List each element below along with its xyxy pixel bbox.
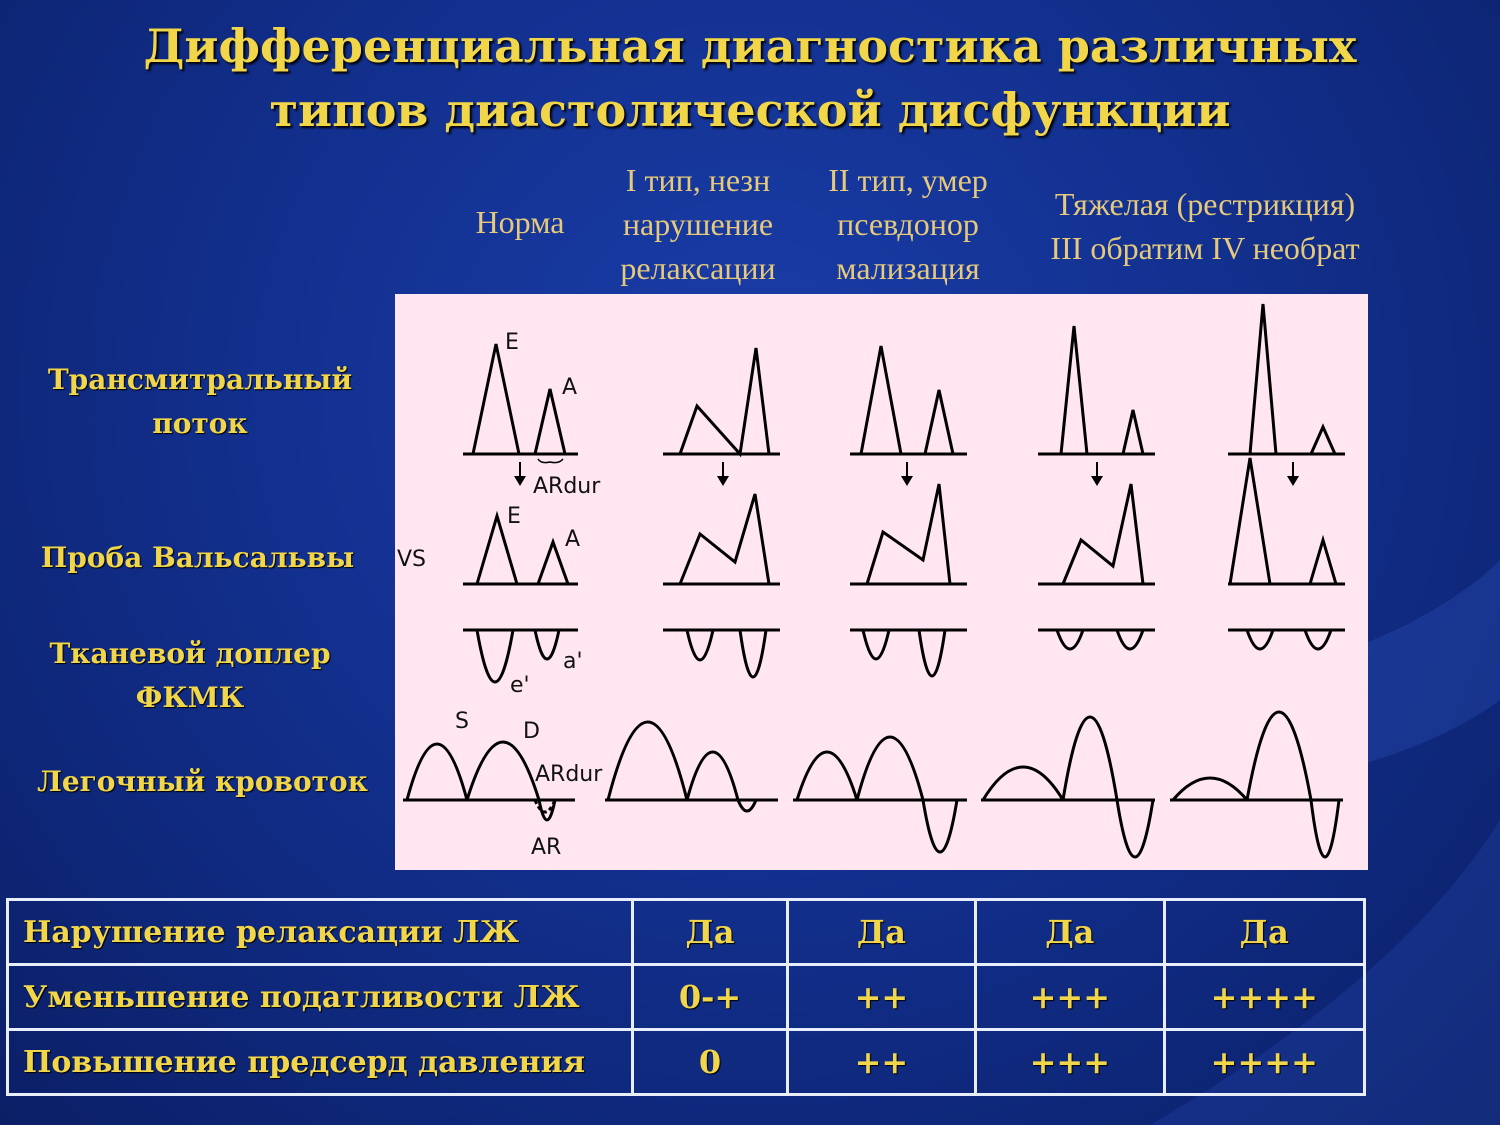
label-E-valsalva: E	[507, 504, 521, 529]
table-row	[8, 965, 1365, 1030]
label-ardur-top: ARdur	[533, 474, 601, 499]
label-vs: VS	[397, 547, 427, 572]
transmitral-waveforms	[463, 304, 1345, 454]
column-header-severe: Тяжелая (рестрикция) III обратим IV необрат	[1050, 186, 1360, 266]
table-cell: ++++	[1164, 1030, 1364, 1095]
label-ardur-bottom: ARdur	[535, 762, 603, 787]
table-cell: +++	[976, 965, 1164, 1030]
row-label: Уменьшение податливости ЛЖ	[8, 965, 633, 1030]
summary-table	[6, 898, 1366, 1096]
title-line-1: Дифференциальная диагностика различных	[143, 19, 1357, 73]
label-e-prime: e'	[510, 673, 530, 698]
table-cell: 0	[633, 1030, 787, 1095]
label-A: A	[562, 375, 578, 400]
tissue-doppler-waveforms	[463, 630, 1345, 682]
title-line-2: типов диастолической дисфункции	[269, 83, 1231, 137]
table-cell: Да	[1164, 900, 1364, 965]
row-label-valsalva: Проба Вальсальвы	[40, 541, 355, 574]
table-cell: Да	[633, 900, 787, 965]
table-cell: Да	[976, 900, 1164, 965]
table-cell: 0-+	[633, 965, 787, 1030]
label-D: D	[523, 719, 540, 744]
table-cell: ++++	[1164, 965, 1364, 1030]
table-cell: ++	[787, 965, 975, 1030]
table-cell: Да	[787, 900, 975, 965]
doppler-diagram-panel	[395, 294, 1368, 870]
table-cell: ++	[787, 1030, 975, 1095]
row-label-pulmonary-flow: Легочный кровоток	[37, 765, 368, 798]
label-S: S	[455, 709, 469, 734]
column-header-type-1: I тип, незн нарушение релаксации	[620, 162, 776, 286]
row-label: Повышение предсерд давления	[8, 1030, 633, 1095]
table-row	[8, 900, 1365, 965]
table-row	[8, 1030, 1365, 1095]
doppler-waveforms	[395, 294, 1368, 870]
label-E: E	[505, 330, 519, 355]
label-a-prime: a'	[563, 649, 583, 674]
row-label-tissue-doppler: Тканевой доплер ФКМК	[49, 637, 331, 714]
row-label-transmitral: Трансмитральный поток	[47, 363, 353, 440]
row-label: Нарушение релаксации ЛЖ	[8, 900, 633, 965]
column-header-norma: Норма	[475, 204, 565, 240]
column-header-type-2: II тип, умер псевдонор мализация	[828, 162, 988, 286]
label-AR: AR	[531, 835, 562, 860]
down-arrows	[514, 459, 1299, 486]
slide-title	[0, 14, 1500, 142]
table-cell: +++	[976, 1030, 1164, 1095]
label-A-valsalva: A	[565, 527, 581, 552]
